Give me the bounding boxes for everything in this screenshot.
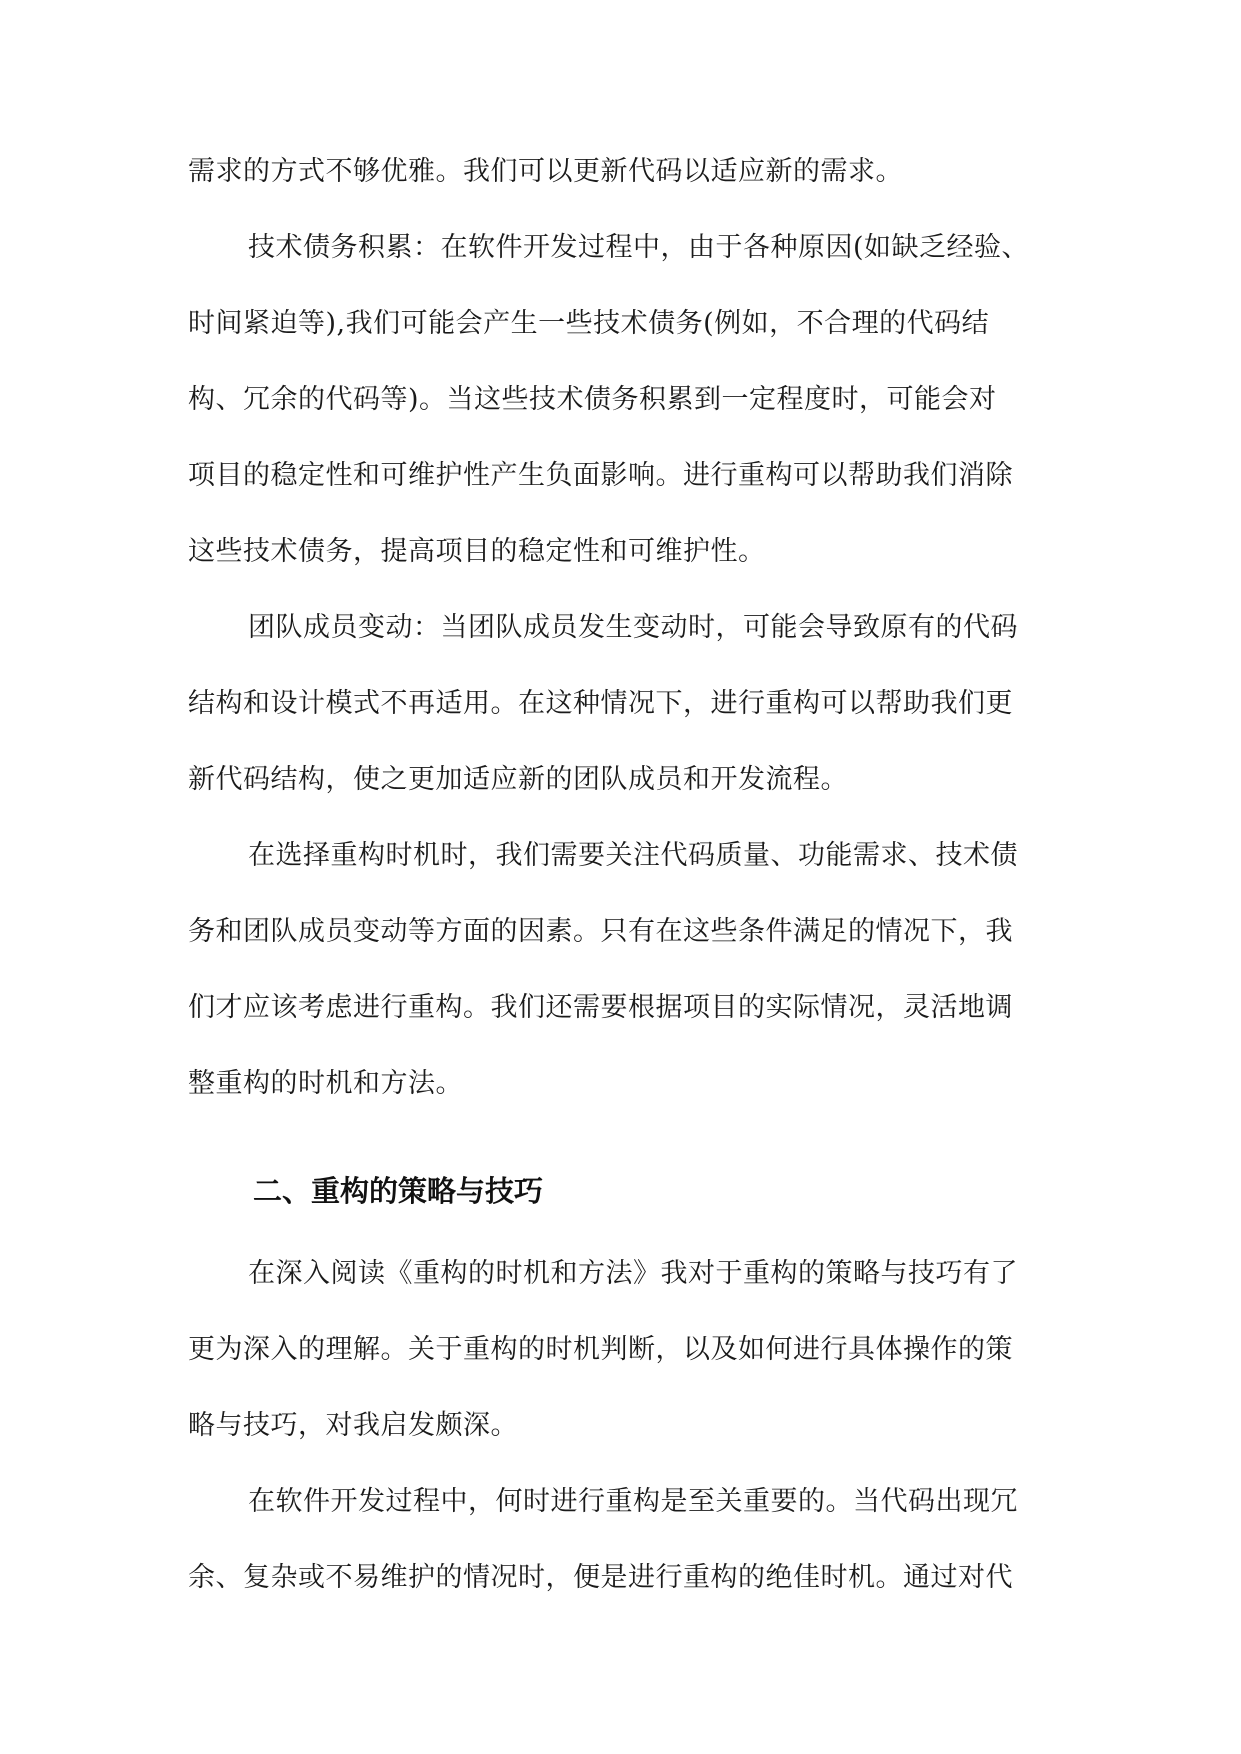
paragraph-start-line: 团队成员变动：当团队成员发生变动时，可能会导致原有的代码 xyxy=(248,612,1018,643)
body-line: 整重构的时机和方法。 xyxy=(188,1068,463,1099)
body-line: 需求的方式不够优雅。我们可以更新代码以适应新的需求。 xyxy=(188,156,903,187)
body-line: 务和团队成员变动等方面的因素。只有在这些条件满足的情况下，我 xyxy=(188,916,1013,947)
body-line: 们才应该考虑进行重构。我们还需要根据项目的实际情况，灵活地调 xyxy=(188,992,1013,1023)
paragraph-start-line: 在选择重构时机时，我们需要关注代码质量、功能需求、技术债 xyxy=(248,840,1018,871)
body-line: 构、冗余的代码等)。当这些技术债务积累到一定程度时，可能会对 xyxy=(188,384,997,415)
paragraph-start-line: 在深入阅读《重构的时机和方法》我对于重构的策略与技巧有了 xyxy=(248,1258,1018,1289)
body-line: 结构和设计模式不再适用。在这种情况下，进行重构可以帮助我们更 xyxy=(188,688,1013,719)
body-line: 项目的稳定性和可维护性产生负面影响。进行重构可以帮助我们消除 xyxy=(188,460,1013,491)
body-line: 略与技巧，对我启发颇深。 xyxy=(188,1410,518,1441)
body-line: 更为深入的理解。关于重构的时机判断，以及如何进行具体操作的策 xyxy=(188,1334,1013,1365)
body-line: 这些技术债务，提高项目的稳定性和可维护性。 xyxy=(188,536,766,567)
body-line: 时间紧迫等),我们可能会产生一些技术债务(例如，不合理的代码结 xyxy=(188,308,990,339)
body-line: 新代码结构，使之更加适应新的团队成员和开发流程。 xyxy=(188,764,848,795)
paragraph-start-line: 技术债务积累：在软件开发过程中，由于各种原因(如缺乏经验、 xyxy=(248,232,1030,263)
body-line: 余、复杂或不易维护的情况时，便是进行重构的绝佳时机。通过对代 xyxy=(188,1562,1013,1593)
paragraph-start-line: 在软件开发过程中，何时进行重构是至关重要的。当代码出现冗 xyxy=(248,1486,1018,1517)
section-heading: 二、重构的策略与技巧 xyxy=(253,1174,544,1208)
